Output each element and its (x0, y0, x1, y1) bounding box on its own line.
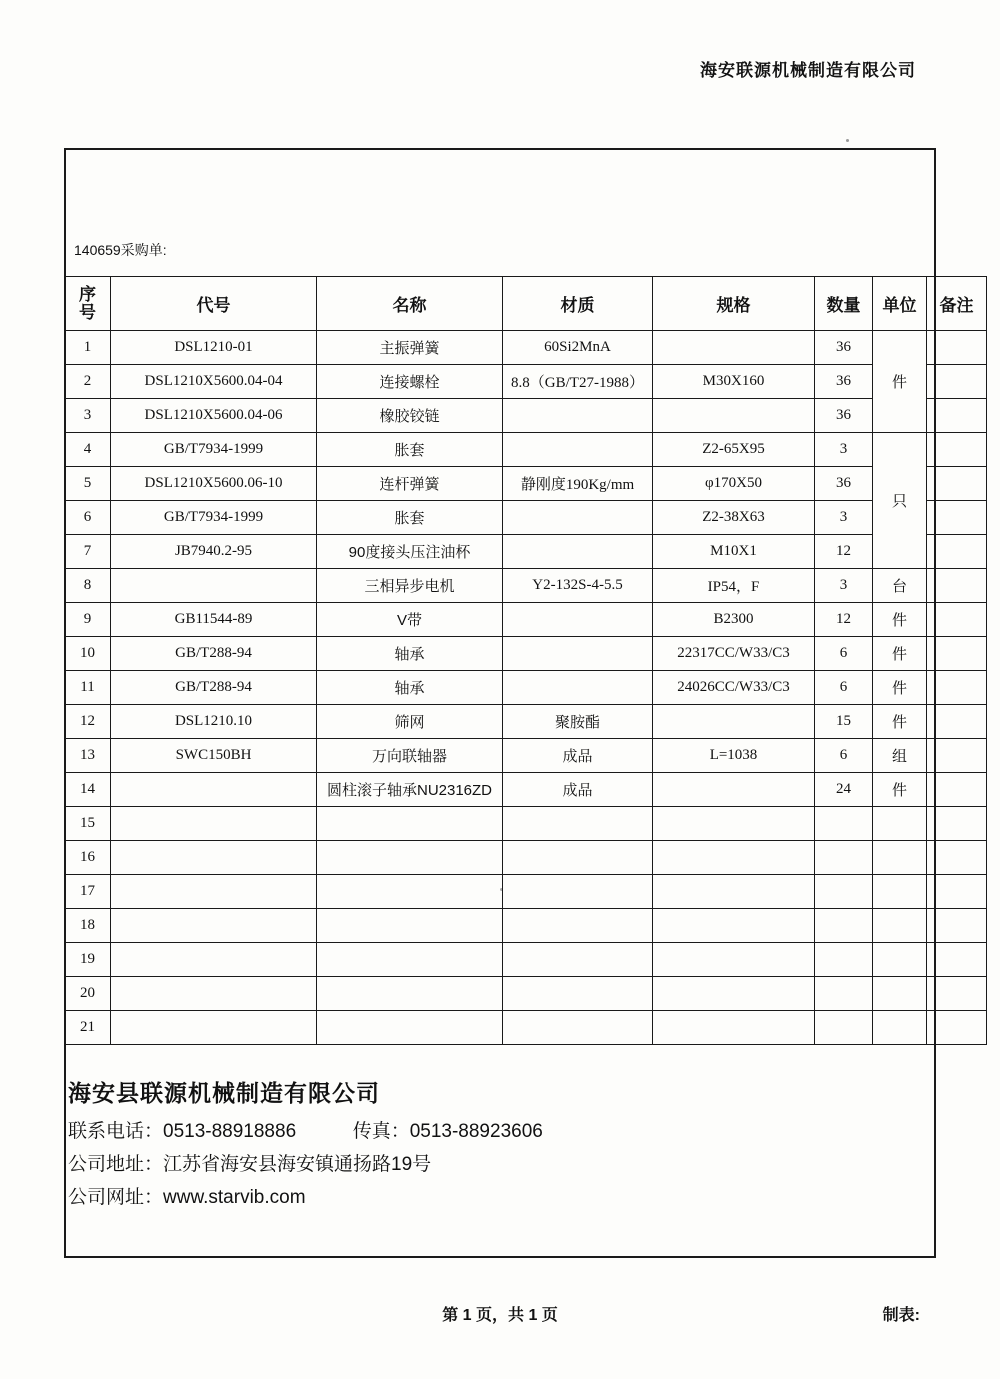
table-row (65, 807, 987, 841)
phone-label: 联系电话：0513-88918886 (68, 1121, 297, 1142)
cell-seq: 14 (65, 773, 111, 807)
cell-seq: 16 (65, 841, 111, 875)
cell-spec (653, 943, 815, 977)
cell-spec: B2300 (653, 603, 815, 637)
cell-qty (815, 875, 873, 909)
cell-note (927, 569, 987, 603)
cell-unit-merged-zhi: 只 (873, 433, 927, 569)
cell-material (503, 501, 653, 535)
cell-unit (873, 943, 927, 977)
cell-material: 成品 (503, 773, 653, 807)
cell-note (927, 399, 987, 433)
cell-name: 主振弹簧 (317, 331, 503, 365)
scan-artifact-dot (846, 139, 849, 142)
table-row (65, 739, 987, 773)
cell-material: 60Si2MnA (503, 331, 653, 365)
table-header-row (65, 277, 987, 331)
cell-name: 胀套 (317, 433, 503, 467)
cell-qty (815, 977, 873, 1011)
cell-note (927, 705, 987, 739)
cell-qty: 3 (815, 569, 873, 603)
table-row (65, 467, 987, 501)
column-header-unit: 单位 (873, 277, 927, 331)
cell-qty: 36 (815, 467, 873, 501)
cell-seq: 15 (65, 807, 111, 841)
table-row (65, 671, 987, 705)
cell-code (111, 875, 317, 909)
cell-note (927, 433, 987, 467)
cell-unit: 件 (873, 603, 927, 637)
cell-material (503, 875, 653, 909)
cell-code: JB7940.2-95 (111, 535, 317, 569)
cell-material: 静刚度190Kg/mm (503, 467, 653, 501)
cell-qty: 3 (815, 501, 873, 535)
cell-qty (815, 943, 873, 977)
cell-qty: 6 (815, 671, 873, 705)
cell-code: DSL1210-01 (111, 331, 317, 365)
table-row (65, 603, 987, 637)
cell-note (927, 841, 987, 875)
order-number-label: 140659采购单: (74, 242, 167, 258)
cell-code: DSL1210X5600.06-10 (111, 467, 317, 501)
cell-note (927, 603, 987, 637)
cell-code: GB11544-89 (111, 603, 317, 637)
cell-code: GB/T288-94 (111, 637, 317, 671)
column-header-note: 备注 (927, 277, 987, 331)
cell-qty (815, 1011, 873, 1045)
column-header-material: 材质 (503, 277, 653, 331)
cell-name (317, 807, 503, 841)
cell-code: DSL1210X5600.04-04 (111, 365, 317, 399)
cell-code (111, 909, 317, 943)
cell-seq: 13 (65, 739, 111, 773)
cell-material (503, 909, 653, 943)
cell-seq: 7 (65, 535, 111, 569)
cell-spec (653, 807, 815, 841)
parts-table (64, 276, 987, 1045)
cell-spec: 24026CC/W33/C3 (653, 671, 815, 705)
cell-spec (653, 977, 815, 1011)
cell-unit (873, 875, 927, 909)
maker-label: 制表: (882, 1307, 920, 1324)
table-row (65, 943, 987, 977)
column-header-spec: 规格 (653, 277, 815, 331)
table-row (65, 637, 987, 671)
cell-seq: 5 (65, 467, 111, 501)
cell-note (927, 943, 987, 977)
table-row (65, 535, 987, 569)
cell-code (111, 1011, 317, 1045)
cell-code: DSL1210.10 (111, 705, 317, 739)
cell-qty: 36 (815, 365, 873, 399)
cell-unit: 组 (873, 739, 927, 773)
fax-label: 传真：0513-88923606 (352, 1121, 543, 1142)
cell-seq: 19 (65, 943, 111, 977)
cell-note (927, 807, 987, 841)
cell-name: V带 (317, 603, 503, 637)
contact-address: 公司地址：江苏省海安县海安镇通扬路19号 (68, 1154, 432, 1175)
cell-unit: 件 (873, 637, 927, 671)
cell-spec (653, 841, 815, 875)
cell-qty: 36 (815, 331, 873, 365)
cell-seq: 18 (65, 909, 111, 943)
cell-seq: 3 (65, 399, 111, 433)
footer-company-name: 海安县联源机械制造有限公司 (68, 1080, 380, 1106)
cell-name: 三相异步电机 (317, 569, 503, 603)
table-row (65, 365, 987, 399)
cell-material: 成品 (503, 739, 653, 773)
cell-material: Y2-132S-4-5.5 (503, 569, 653, 603)
cell-note (927, 467, 987, 501)
seq-header-line2: 号 (79, 302, 96, 322)
cell-unit-merged-jian: 件 (873, 331, 927, 433)
table-row (65, 1011, 987, 1045)
cell-code: GB/T288-94 (111, 671, 317, 705)
cell-seq: 17 (65, 875, 111, 909)
cell-code (111, 773, 317, 807)
cell-qty (815, 909, 873, 943)
cell-seq: 21 (65, 1011, 111, 1045)
cell-code (111, 943, 317, 977)
table-row (65, 773, 987, 807)
cell-unit (873, 841, 927, 875)
cell-qty: 12 (815, 603, 873, 637)
cell-unit (873, 1011, 927, 1045)
cell-unit (873, 807, 927, 841)
cell-unit (873, 977, 927, 1011)
cell-note (927, 671, 987, 705)
cell-note (927, 977, 987, 1011)
cell-name (317, 841, 503, 875)
cell-name (317, 1011, 503, 1045)
cell-qty: 3 (815, 433, 873, 467)
table-row (65, 501, 987, 535)
cell-name (317, 943, 503, 977)
cell-unit: 件 (873, 705, 927, 739)
contact-block (68, 1075, 928, 1215)
table-row (65, 569, 987, 603)
table-row (65, 875, 987, 909)
cell-spec (653, 773, 815, 807)
cell-material: 8.8（GB/T27-1988） (503, 365, 653, 399)
contact-website: 公司网址：www.starvib.com (68, 1187, 306, 1208)
cell-qty: 36 (815, 399, 873, 433)
cell-name (317, 977, 503, 1011)
column-header-seq (65, 277, 111, 331)
cell-qty: 6 (815, 739, 873, 773)
cell-spec (653, 909, 815, 943)
cell-note (927, 331, 987, 365)
cell-spec (653, 399, 815, 433)
cell-unit (873, 909, 927, 943)
table-row (65, 841, 987, 875)
cell-seq: 2 (65, 365, 111, 399)
cell-name (317, 909, 503, 943)
cell-material (503, 943, 653, 977)
cell-name: 连杆弹簧 (317, 467, 503, 501)
column-header-code: 代号 (111, 277, 317, 331)
cell-name: 轴承 (317, 637, 503, 671)
cell-material (503, 807, 653, 841)
cell-note (927, 637, 987, 671)
cell-material (503, 433, 653, 467)
table-row (65, 705, 987, 739)
cell-name: 胀套 (317, 501, 503, 535)
cell-note (927, 909, 987, 943)
cell-name (317, 875, 503, 909)
cell-seq: 20 (65, 977, 111, 1011)
cell-material: 聚胺酯 (503, 705, 653, 739)
cell-note (927, 365, 987, 399)
table-row (65, 399, 987, 433)
cell-spec (653, 331, 815, 365)
cell-seq: 8 (65, 569, 111, 603)
cell-unit: 件 (873, 773, 927, 807)
cell-code (111, 807, 317, 841)
cell-material (503, 637, 653, 671)
cell-spec (653, 1011, 815, 1045)
cell-note (927, 739, 987, 773)
cell-material (503, 841, 653, 875)
column-header-qty: 数量 (815, 277, 873, 331)
cell-qty: 15 (815, 705, 873, 739)
cell-code: GB/T7934-1999 (111, 433, 317, 467)
cell-material (503, 977, 653, 1011)
table-row (65, 909, 987, 943)
cell-note (927, 501, 987, 535)
cell-qty: 12 (815, 535, 873, 569)
cell-seq: 9 (65, 603, 111, 637)
cell-qty: 6 (815, 637, 873, 671)
cell-name: 连接螺栓 (317, 365, 503, 399)
cell-seq: 4 (65, 433, 111, 467)
cell-code (111, 977, 317, 1011)
cell-spec (653, 705, 815, 739)
cell-qty (815, 841, 873, 875)
table-row (65, 977, 987, 1011)
cell-name: 轴承 (317, 671, 503, 705)
cell-code (111, 841, 317, 875)
table-row (65, 331, 987, 365)
page-footer (0, 1302, 1000, 1332)
cell-spec: IP54，F (653, 569, 815, 603)
cell-code: GB/T7934-1999 (111, 501, 317, 535)
cell-qty: 24 (815, 773, 873, 807)
cell-spec: M10X1 (653, 535, 815, 569)
cell-code: SWC150BH (111, 739, 317, 773)
cell-spec: 22317CC/W33/C3 (653, 637, 815, 671)
cell-spec: φ170X50 (653, 467, 815, 501)
cell-note (927, 875, 987, 909)
cell-seq: 6 (65, 501, 111, 535)
cell-name: 筛网 (317, 705, 503, 739)
page-title: 海安联源机械制造有限公司 (700, 61, 916, 80)
cell-note (927, 1011, 987, 1045)
cell-qty (815, 807, 873, 841)
cell-name: 圆柱滚子轴承NU2316ZD (317, 773, 503, 807)
cell-code (111, 569, 317, 603)
cell-seq: 12 (65, 705, 111, 739)
cell-code: DSL1210X5600.04-06 (111, 399, 317, 433)
seq-header-line1: 序 (79, 284, 96, 304)
cell-name: 90度接头压注油杯 (317, 535, 503, 569)
cell-name: 万向联轴器 (317, 739, 503, 773)
cell-spec (653, 875, 815, 909)
cell-material (503, 399, 653, 433)
cell-material (503, 671, 653, 705)
cell-spec: Z2-38X63 (653, 501, 815, 535)
cell-name: 橡胶铰链 (317, 399, 503, 433)
cell-seq: 1 (65, 331, 111, 365)
cell-material (503, 1011, 653, 1045)
table-row (65, 433, 987, 467)
column-header-name: 名称 (317, 277, 503, 331)
cell-note (927, 535, 987, 569)
cell-material (503, 603, 653, 637)
pagination-label: 第 1 页，共 1 页 (442, 1307, 558, 1324)
cell-seq: 11 (65, 671, 111, 705)
cell-seq: 10 (65, 637, 111, 671)
cell-unit: 台 (873, 569, 927, 603)
cell-spec: Z2-65X95 (653, 433, 815, 467)
cell-spec: L=1038 (653, 739, 815, 773)
cell-unit: 件 (873, 671, 927, 705)
contact-phone-line (68, 1116, 928, 1143)
cell-note (927, 773, 987, 807)
cell-spec: M30X160 (653, 365, 815, 399)
cell-material (503, 535, 653, 569)
